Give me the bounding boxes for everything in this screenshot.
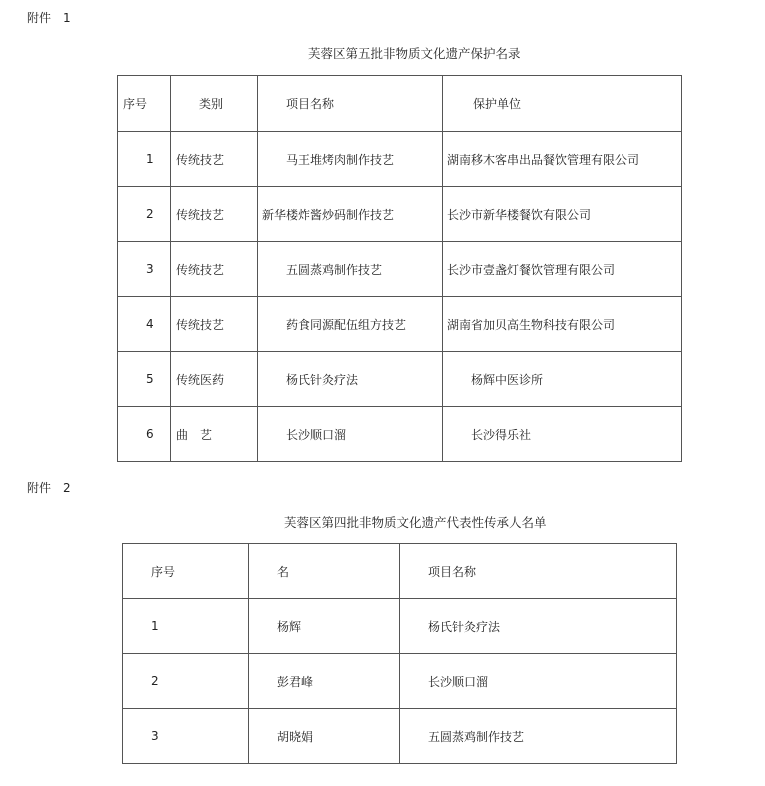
cell-category: 曲 艺 (171, 407, 258, 462)
annex1-title: 芙蓉区第五批非物质文化遗产保护名录 (308, 46, 521, 61)
cell-unit: 长沙得乐社 (443, 407, 682, 462)
cell-project: 马王堆烤肉制作技艺 (258, 132, 443, 187)
annex2-table (122, 543, 677, 764)
annex1-label: 附件 1 (27, 11, 71, 25)
cell-unit: 长沙市新华楼餐饮有限公司 (443, 187, 682, 242)
table-row (123, 654, 677, 709)
header-cell: 项目名称 (258, 76, 443, 132)
table-row (118, 187, 682, 242)
cell-no: 3 (123, 709, 249, 764)
cell-category: 传统技艺 (171, 132, 258, 187)
header-cell: 名 (249, 544, 400, 599)
cell-project: 五圆蒸鸡制作技艺 (400, 709, 677, 764)
header-cell: 保护单位 (443, 76, 682, 132)
header-cell: 项目名称 (400, 544, 677, 599)
cell-name: 彭君峰 (249, 654, 400, 709)
cell-unit: 杨辉中医诊所 (443, 352, 682, 407)
cell-project: 药食同源配伍组方技艺 (258, 297, 443, 352)
table-row (118, 132, 682, 187)
table-row (118, 352, 682, 407)
cell-no: 2 (118, 187, 171, 242)
annex2-title: 芙蓉区第四批非物质文化遗产代表性传承人名单 (284, 515, 547, 530)
header-cell: 序号 (123, 544, 249, 599)
annex2-label: 附件 2 (27, 481, 71, 495)
cell-no: 3 (118, 242, 171, 297)
cell-no: 4 (118, 297, 171, 352)
cell-name: 胡晓娟 (249, 709, 400, 764)
table-header-row (118, 76, 682, 132)
cell-unit: 长沙市壹盏灯餐饮管理有限公司 (443, 242, 682, 297)
table-row (123, 709, 677, 764)
cell-project: 长沙顺口溜 (258, 407, 443, 462)
cell-no: 1 (123, 599, 249, 654)
cell-project: 长沙顺口溜 (400, 654, 677, 709)
cell-project: 新华楼炸酱炒码制作技艺 (258, 187, 443, 242)
cell-category: 传统技艺 (171, 242, 258, 297)
table-header-row (123, 544, 677, 599)
cell-category: 传统技艺 (171, 297, 258, 352)
header-cell: 序号 (118, 76, 171, 132)
cell-category: 传统医药 (171, 352, 258, 407)
annex1-table (117, 75, 682, 462)
cell-no: 1 (118, 132, 171, 187)
cell-category: 传统技艺 (171, 187, 258, 242)
cell-no: 2 (123, 654, 249, 709)
header-cell: 类别 (171, 76, 258, 132)
cell-no: 5 (118, 352, 171, 407)
cell-project: 杨氏针灸疗法 (258, 352, 443, 407)
cell-unit: 湖南省加贝高生物科技有限公司 (443, 297, 682, 352)
cell-name: 杨辉 (249, 599, 400, 654)
table-row (118, 242, 682, 297)
table-row (118, 407, 682, 462)
cell-project: 杨氏针灸疗法 (400, 599, 677, 654)
cell-unit: 湖南移木客串出品餐饮管理有限公司 (443, 132, 682, 187)
cell-no: 6 (118, 407, 171, 462)
table-row (118, 297, 682, 352)
cell-project: 五圆蒸鸡制作技艺 (258, 242, 443, 297)
table-row (123, 599, 677, 654)
